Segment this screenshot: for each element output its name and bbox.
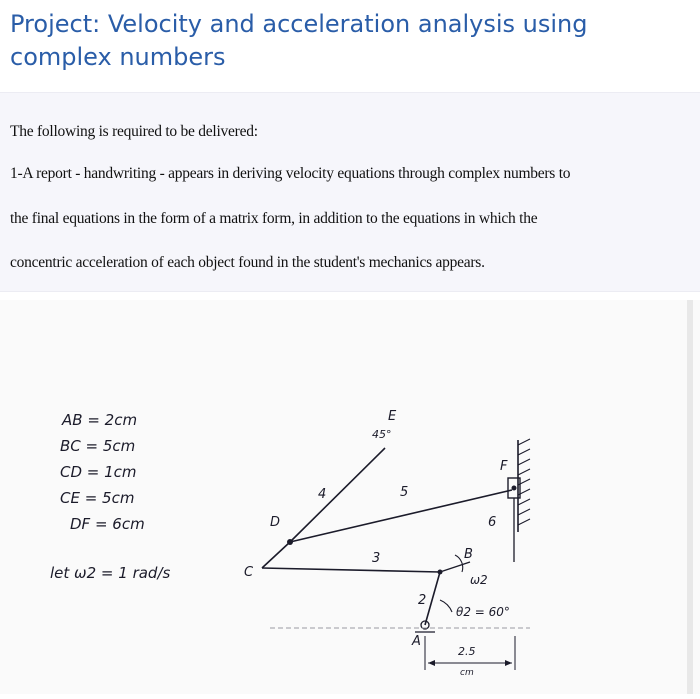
given-bc: BC = 5cm (60, 437, 136, 455)
label-d: D (270, 515, 281, 530)
label-link-2: 2 (418, 593, 427, 608)
label-theta2: θ2 = 60° (456, 605, 510, 619)
sketch-labels (244, 409, 510, 678)
label-link-6: 6 (488, 515, 497, 530)
label-a: A (412, 634, 421, 649)
dim-arrow-left (428, 660, 435, 666)
label-dim: 2.5 (458, 645, 476, 658)
label-link-4: 4 (318, 487, 327, 502)
dim-arrow-right (505, 660, 512, 666)
label-angle-e: 45° (372, 428, 392, 441)
link-3 (262, 568, 440, 572)
label-e: E (388, 409, 397, 424)
given-ab: AB = 2cm (62, 411, 138, 429)
givens-list (50, 411, 171, 582)
label-link-5: 5 (400, 485, 409, 500)
link-2 (425, 572, 440, 625)
label-c: C (244, 565, 254, 580)
joint-f (512, 486, 517, 491)
joint-d (287, 539, 293, 545)
label-omega2: ω2 (470, 573, 488, 587)
requirements-intro: The following is required to be delivered: (10, 123, 258, 140)
joint-b (438, 570, 443, 575)
label-f: F (500, 459, 508, 474)
label-link-3: 3 (372, 551, 381, 566)
label-b: B (464, 547, 473, 562)
mechanism-sketch (0, 300, 700, 694)
link-cd (262, 542, 290, 568)
mechanism-sketch-photo (0, 300, 700, 694)
page-title-line-2: complex numbers (10, 43, 226, 71)
label-dim-unit: cm (460, 668, 474, 678)
let-omega-note: let ω2 = 1 rad/s (50, 564, 171, 582)
page-title-line-1: Project: Velocity and acceleration analysis using (10, 10, 588, 38)
requirements-line-2: the final equations in the form of a matrix form, in addition to the equations in which the (10, 210, 538, 227)
theta2-arc (440, 600, 452, 612)
requirements-line-3: concentric acceleration of each object found in the student's mechanics appears. (10, 254, 485, 271)
link-4 (290, 448, 385, 542)
given-ce: CE = 5cm (60, 489, 135, 507)
requirements-line-1: 1-A report - handwriting - appears in deriving velocity equations through complex numbers to (10, 165, 571, 182)
requirements-box (0, 92, 700, 292)
given-df: DF = 6cm (70, 515, 145, 533)
page-title (10, 8, 690, 74)
given-cd: CD = 1cm (60, 463, 137, 481)
